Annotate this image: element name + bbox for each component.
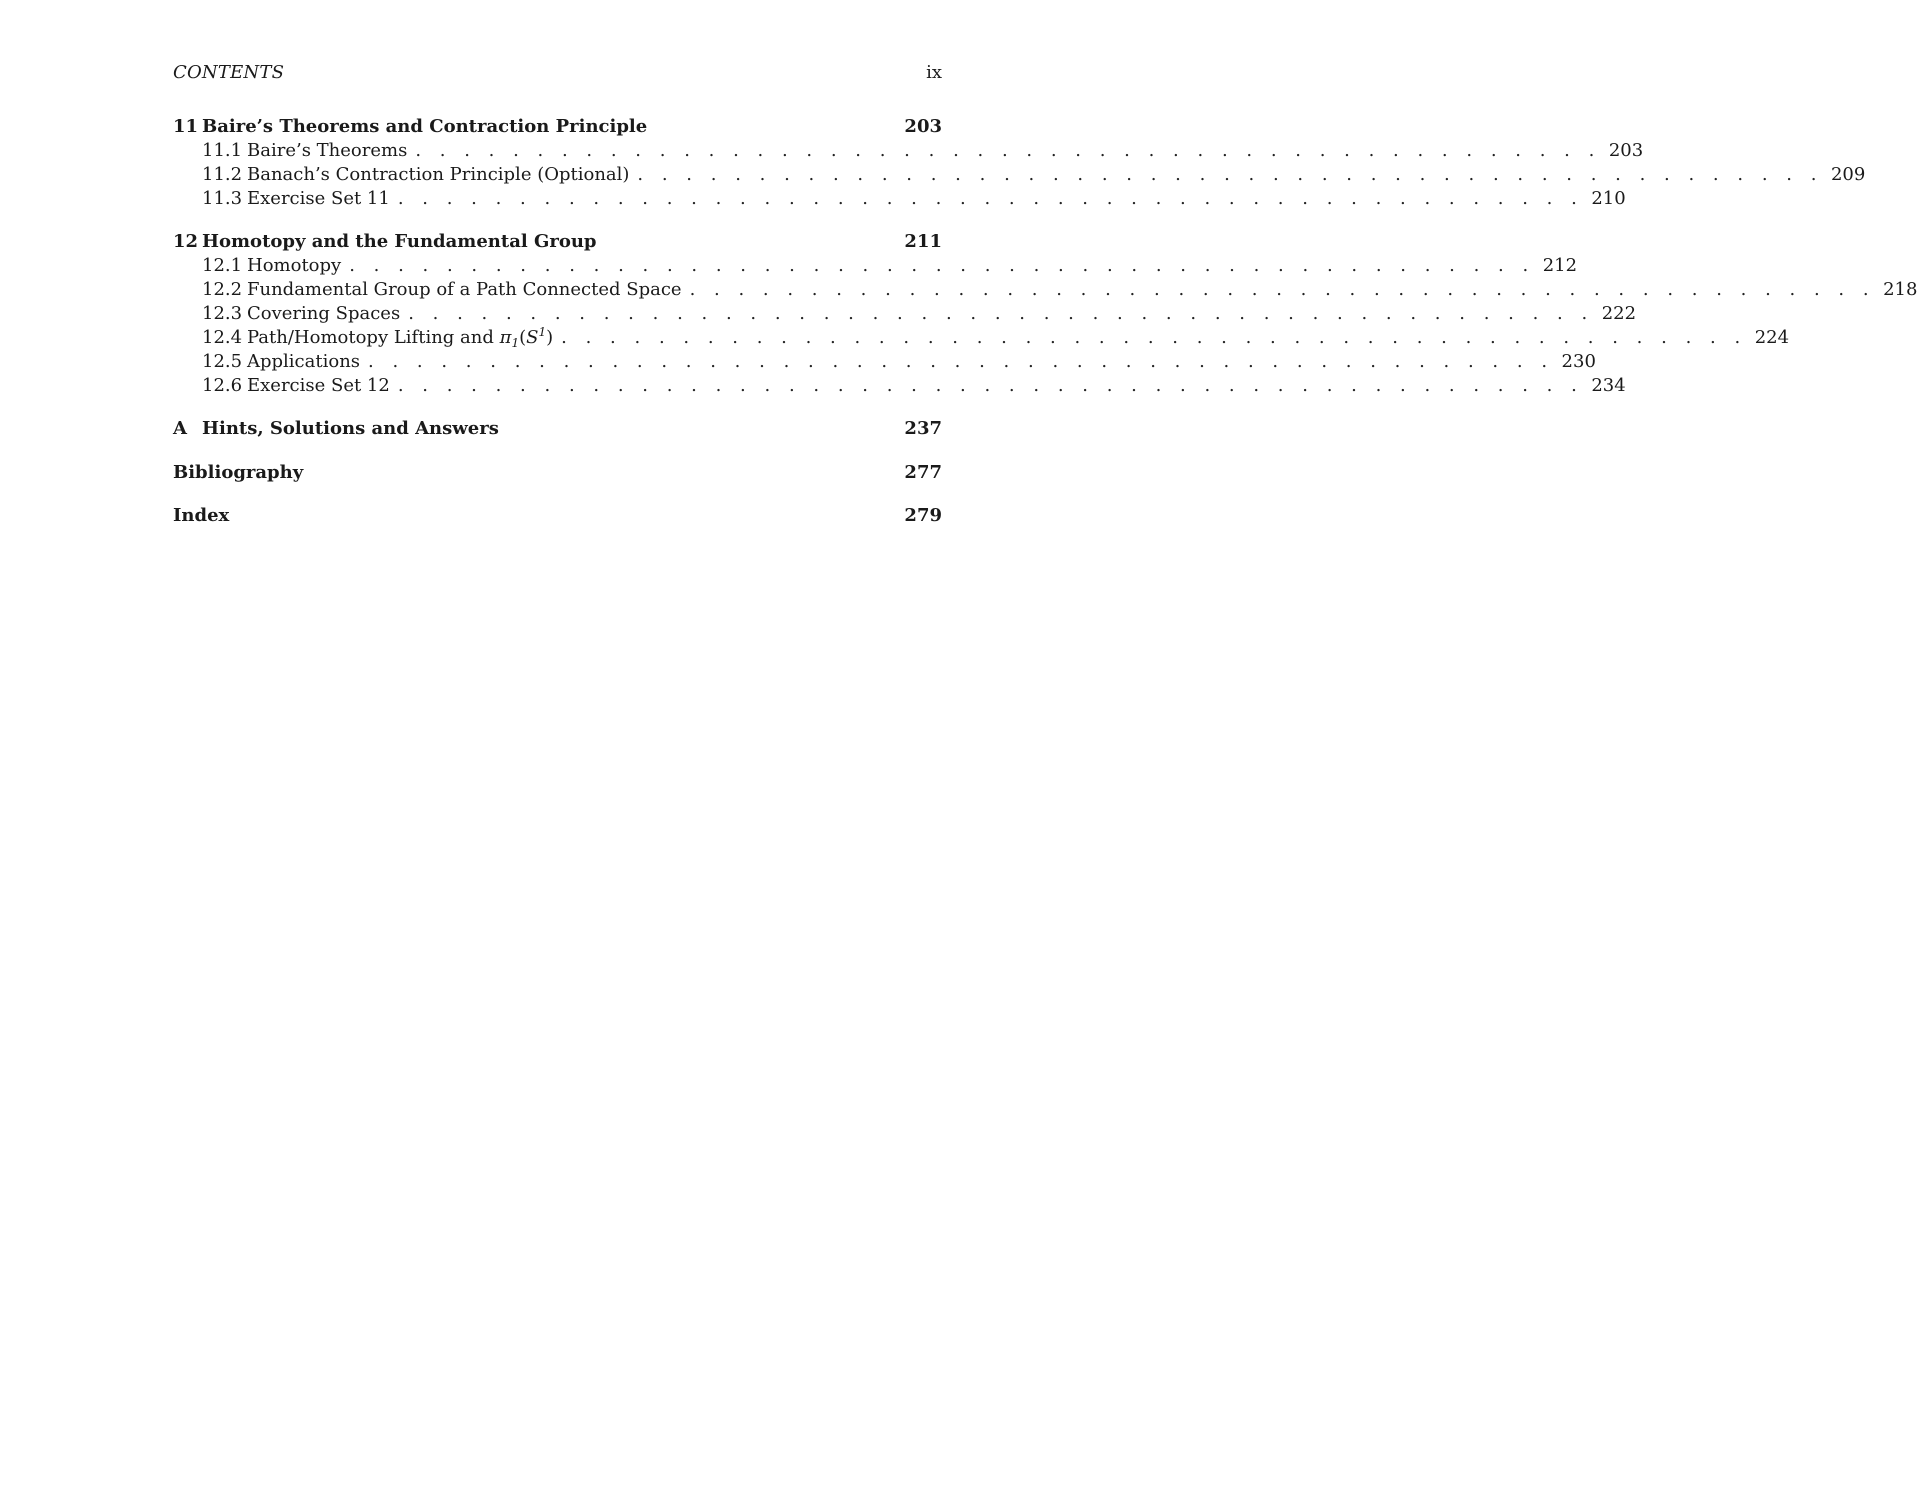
running-head-page-number: ix [926, 62, 942, 83]
s-symbol: S [526, 327, 539, 348]
close-paren: ) [546, 327, 554, 348]
toc-appendix-a[interactable] [173, 418, 942, 442]
section-page-number: 210 [1591, 188, 1626, 209]
appendix-letter: A [173, 418, 187, 439]
section-title: Covering Spaces [247, 303, 401, 324]
section-page-number: 203 [1608, 140, 1644, 161]
running-head-title: CONTENTS [173, 62, 285, 83]
appendix-title: Hints, Solutions and Answers [202, 418, 499, 439]
section-number: 11.3 [202, 188, 243, 209]
section-number: 12.1 [202, 255, 243, 276]
open-paren: ( [519, 327, 527, 348]
section-page-number: 234 [1591, 375, 1626, 396]
toc-section-11-3[interactable] [173, 188, 1626, 212]
dot-leader: . . . . . . . . . . . . . . . . . . . . . . . . . . . . . . . . . . . . . . . . . . . . . . . . . [637, 164, 1823, 185]
section-title: Fundamental Group of a Path Connected Space [247, 279, 682, 300]
dot-leader: . . . . . . . . . . . . . . . . . . . . . . . . . . . . . . . . . . . . . . . . . . . . . . . . . [397, 375, 1584, 396]
running-head [173, 62, 942, 86]
bibliography-page-number: 277 [904, 462, 942, 483]
chapter-title: Baire’s Theorems and Contraction Principle [202, 116, 648, 137]
section-number: 12.2 [202, 279, 243, 300]
pi-one-of-s-one-formula [500, 327, 554, 348]
section-page-number: 212 [1542, 255, 1578, 276]
appendix-page-number: 237 [904, 418, 942, 439]
toc-section-12-5[interactable] [173, 351, 1596, 375]
pi-subscript: 1 [511, 336, 520, 350]
toc-chapter-12[interactable] [173, 231, 942, 255]
toc-section-12-6[interactable] [173, 375, 1626, 399]
section-title: Homotopy [247, 255, 342, 276]
toc-section-11-1[interactable] [173, 140, 1644, 164]
section-title: Exercise Set 11 [247, 188, 390, 209]
dot-leader: . . . . . . . . . . . . . . . . . . . . . . . . . . . . . . . . . . . . . . . . . . . . . . . . . [408, 303, 1594, 324]
section-page-number: 209 [1830, 164, 1866, 185]
dot-leader: . . . . . . . . . . . . . . . . . . . . . . . . . . . . . . . . . . . . . . . . . . . . . . . . . [397, 188, 1584, 209]
section-title: Exercise Set 12 [247, 375, 390, 396]
toc-section-12-1[interactable] [173, 255, 1578, 279]
chapter-page-number: 203 [904, 116, 942, 137]
section-title [247, 327, 553, 348]
toc-bibliography[interactable] [173, 462, 942, 486]
toc-section-12-4[interactable] [173, 325, 1790, 351]
toc-index[interactable] [173, 505, 942, 529]
chapter-page-number: 211 [904, 231, 942, 252]
section-number: 12.4 [202, 327, 243, 348]
section-title: Banach’s Contraction Principle (Optional) [247, 164, 630, 185]
spacer [173, 486, 942, 505]
section-number: 12.6 [202, 375, 243, 396]
toc-section-12-3[interactable] [173, 303, 1637, 327]
chapter-number: 11 [173, 116, 199, 137]
dot-leader: . . . . . . . . . . . . . . . . . . . . . . . . . . . . . . . . . . . . . . . . . . . . . . . . . [349, 255, 1535, 276]
spacer [173, 442, 942, 462]
section-number: 12.5 [202, 351, 243, 372]
table-of-contents [173, 116, 1917, 529]
toc-chapter-11[interactable] [173, 116, 942, 140]
section-page-number: 224 [1754, 327, 1790, 348]
section-title: Applications [247, 351, 361, 372]
spacer [173, 399, 942, 418]
pi-symbol: π [499, 327, 512, 348]
chapter-title: Homotopy and the Fundamental Group [202, 231, 597, 252]
section-page-number: 230 [1561, 351, 1596, 372]
toc-section-11-2[interactable] [173, 164, 1866, 188]
dot-leader: . . . . . . . . . . . . . . . . . . . . . . . . . . . . . . . . . . . . . . . . . . . . . . . . . [368, 351, 1554, 372]
section-page-number: 218 [1883, 279, 1917, 300]
chapter-number: 12 [173, 231, 199, 252]
toc-section-12-2[interactable] [173, 279, 1917, 303]
section-number: 11.1 [202, 140, 243, 161]
section-number: 12.3 [202, 303, 243, 324]
section-title-text: Path/Homotopy Lifting and [247, 327, 494, 348]
s-superscript: 1 [538, 325, 547, 339]
dot-leader: . . . . . . . . . . . . . . . . . . . . . . . . . . . . . . . . . . . . . . . . . . . . . . . . . [689, 279, 1876, 300]
index-page-number: 279 [904, 505, 942, 526]
section-number: 11.2 [202, 164, 243, 185]
spacer [173, 212, 942, 231]
dot-leader: . . . . . . . . . . . . . . . . . . . . . . . . . . . . . . . . . . . . . . . . . . . . . . . . . [415, 140, 1601, 161]
dot-leader: . . . . . . . . . . . . . . . . . . . . . . . . . . . . . . . . . . . . . . . . . . . . . . . . . [561, 327, 1747, 348]
section-page-number: 222 [1601, 303, 1637, 324]
index-title: Index [173, 505, 230, 526]
bibliography-title: Bibliography [173, 462, 304, 483]
section-title: Baire’s Theorems [247, 140, 408, 161]
